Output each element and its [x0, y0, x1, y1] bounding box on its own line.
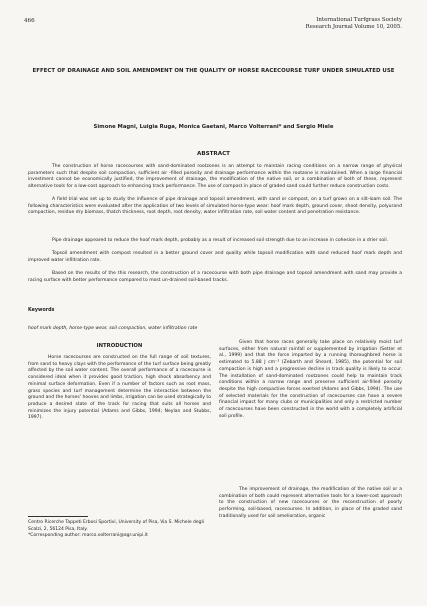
keywords-text: hoof mark depth, horse-type wear, soil compaction, water infiltration rate	[28, 326, 198, 331]
introduction-left-column	[28, 355, 211, 422]
abstract-paragraph	[28, 238, 402, 245]
affiliation-address: Centro Ricerche Tappeti Erbosi Sportivi, University of Pisa, Via S. Michele degli Scalzi, 2, 56124 Pisa, Italy.	[28, 520, 204, 532]
introduction-right-column	[219, 340, 402, 420]
abstract-heading: ABSTRACT	[197, 151, 230, 157]
journal-header	[232, 17, 402, 30]
abstract-text: The construction of horse racecourses with sand-dominated rootzones is an attempt to maintain racing conditions on a narrow range of physical parameters such that despite soil compaction, sufficient air -filled porosity and drainage performance within the rootzone is maintained. When a large financial investment cannot be economically justified, the improvement of drainage, the modification of the native soil, or a combination of both of these, represent alternative tools for a low-cost approach to enhancing track performance. The use of compost in place of graded sand could further reduce construction costs.	[28, 164, 402, 190]
journal-volume: Research Journal Volume 10, 2005.	[305, 23, 402, 30]
body-text: Horse racecourses are constructed on the full range of soil textures, from sand to heavy clays with the performance of the turf surface being greatly affected by the soil water content. The overall performance of a racecourse is considered ideal when it provides good traction, high shock absorbency and minimal surface deformation. Even if a number of factors such as root mass, grass species and turf management determine the interaction between the ground and the horses' hooves and limbs, irrigation can be used strategically to produce a desired state of the track for racing that suits all horses and minimizes the injury potential (Adams and Gibbs, 1994; Neylan and Stubbs, 1997).	[28, 355, 211, 421]
abstract-text: Pipe drainage appeared to reduce the hoof mark depth, probably as a result of increased soil strength due to an increase in cohesion in a drier soil.	[52, 238, 389, 243]
corresponding-author: *Corresponding author: marco.volterrani@agr.unipi.it	[28, 533, 148, 539]
author-list: Simone Magni, Luigia Ruga, Monica Gaetani, Marco Volterrani* and Sergio Miele	[93, 124, 334, 130]
affiliation-footnote	[28, 520, 211, 540]
body-text: Given that horse races generally take place on relatively moist turf surfaces, either from natural rainfall or supplemented by irrigation (Setter et al., 1999) and that the force imparted by a running thoroughbred horse is estimated to 5.88 J cm⁻² (Zebarth and Sheard, 1985), the potential for soil compaction is high and a progressive decline in track quality is likely to occur. The installation of sand-dominated rootzones could help to maintain track conditions within a narrow range and preserve sufficient air-filled porosity despite the high compactive forces exerted (Adams and Gibbs, 1994). The use of selected materials for the construction of racecourses can have a severe financial impact for many clubs or municipalities and only a restricted number of racecourses have been constructed in the world with a completely artificial soil profile.	[219, 340, 402, 419]
abstract-text: A field trial was set up to study the influence of pipe drainage and topsoil amendment, with sand or compost, on a turf grown on a silt-loam soil. The following characteristics were evaluated after the application of two levels of simulated horse-type wear: hoof mark depth, ground cover, shoot density, polyurand compaction, residue dry biomass, thatch thickness, root depth, root density, water infiltration rate, soil water content and penetration resistance.	[28, 197, 402, 216]
abstract-paragraph	[28, 164, 402, 191]
abstract-paragraph	[28, 251, 402, 264]
body-text: The improvement of drainage, the modification of the native soil or a combination of both could represent alternative tools for a lower-cost approach to the construction of new racecourses or the reconstruction of poorly performing, soil-based, racecourses. In addition, in place of the graded sand traditionally used for soil amelioration, organic	[219, 487, 402, 519]
paper-title: EFFECT OF DRAINAGE AND SOIL AMENDMENT ON THE QUALITY OF HORSE RACECOURSE TURF UNDER SIMULATED USE	[32, 68, 395, 74]
abstract-text: Topsoil amendment with compost resulted in a better ground cover and quality while topsoil modification with sand reduced hoof mark depth and improved water infiltration rate.	[28, 251, 402, 263]
introduction-heading: INTRODUCTION	[96, 343, 143, 349]
abstract-paragraph	[28, 271, 402, 284]
footnote-rule	[28, 516, 88, 517]
journal-name: International Turfgrass Society	[316, 17, 402, 23]
introduction-right-column-continued	[219, 487, 402, 521]
abstract-text: Based on the results of the this research, the construction of a racecourse with both pipe drainage and topsoil amendment with sand may provide a racing surface with better performance compared to most un-drained soil-based tracks.	[28, 271, 402, 283]
keywords-heading: Keywords	[28, 308, 55, 313]
page-number: 466	[24, 18, 35, 24]
abstract-paragraph	[28, 197, 402, 217]
